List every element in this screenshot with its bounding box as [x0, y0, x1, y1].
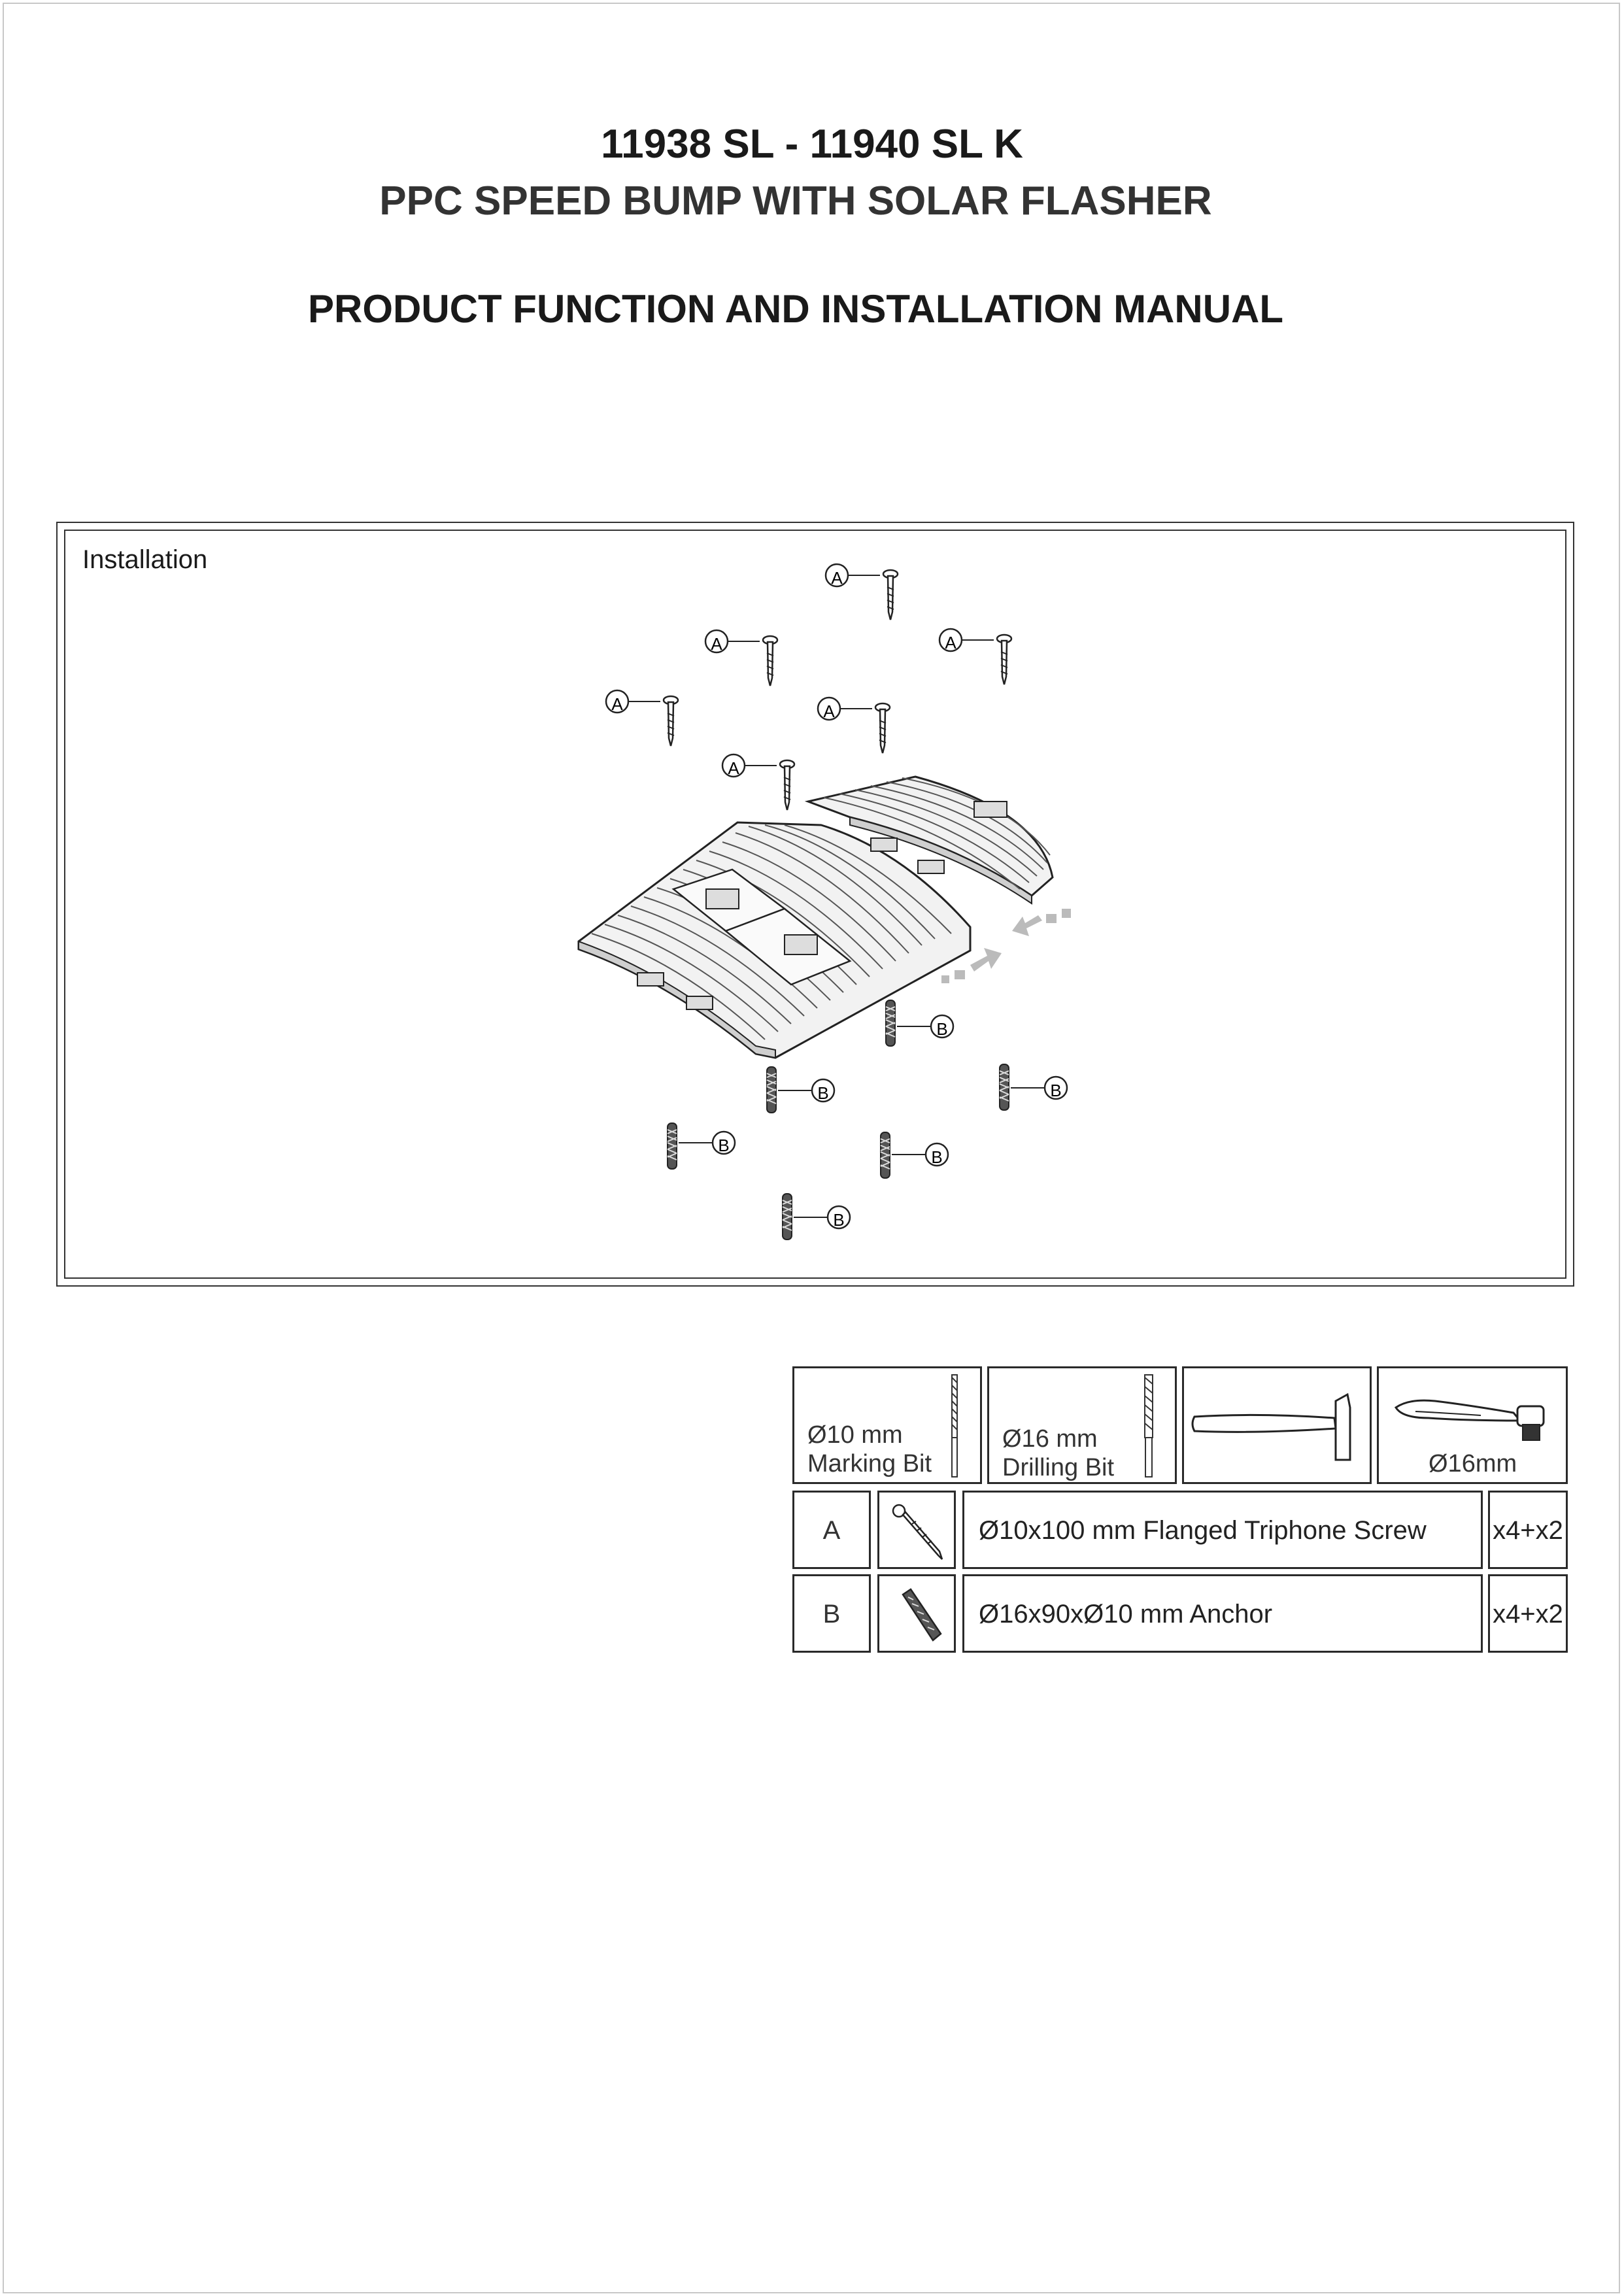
svg-text:B: B — [936, 1019, 948, 1039]
svg-text:B: B — [718, 1136, 730, 1155]
drill-bit-icon — [947, 1372, 962, 1479]
speed-bump-main-module — [579, 822, 970, 1058]
part-quantity: x4+x2 — [1493, 1600, 1563, 1629]
screw-a-5 — [818, 698, 890, 753]
anchor-b-2 — [767, 1067, 834, 1113]
part-icon-cell — [877, 1574, 956, 1653]
tool-cell-marking-bit — [792, 1366, 982, 1484]
part-quantity-cell — [1488, 1574, 1568, 1653]
screw-a-4 — [606, 690, 678, 746]
part-description-cell — [962, 1491, 1483, 1569]
anchor-b-3 — [1000, 1064, 1067, 1110]
svg-text:A: A — [711, 634, 722, 654]
screw-a-6 — [722, 754, 794, 810]
svg-text:A: A — [945, 633, 956, 652]
tool-name: Drilling Bit — [1002, 1454, 1115, 1481]
tool-size: Ø10 mm — [807, 1421, 903, 1449]
anchor-b-5 — [881, 1132, 948, 1178]
svg-text:B: B — [817, 1083, 829, 1103]
svg-text:A: A — [611, 694, 623, 714]
svg-text:B: B — [1050, 1081, 1062, 1100]
screw-icon — [886, 1499, 951, 1564]
manual-title: PRODUCT FUNCTION AND INSTALLATION MANUAL — [307, 287, 1284, 331]
part-description-cell — [962, 1574, 1483, 1653]
tool-cell-drilling-bit — [987, 1366, 1177, 1484]
anchor-icon — [886, 1583, 951, 1648]
svg-text:B: B — [833, 1210, 845, 1230]
drill-bit-icon — [1141, 1372, 1157, 1479]
hammer-icon — [1191, 1388, 1367, 1466]
anchor-b-1 — [886, 1000, 953, 1046]
anchor-b-4 — [668, 1123, 735, 1169]
part-quantity: x4+x2 — [1493, 1516, 1563, 1545]
part-code-cell — [792, 1574, 871, 1653]
tool-size: Ø16mm — [1429, 1450, 1517, 1477]
screw-a-3 — [939, 629, 1011, 684]
tool-name: Marking Bit — [807, 1450, 932, 1477]
model-number-title: 11938 SL - 11940 SL K — [601, 122, 1023, 167]
ratchet-wrench-icon — [1389, 1381, 1559, 1447]
installation-label: Installation — [82, 545, 208, 574]
part-description: Ø10x100 mm Flanged Triphone Screw — [979, 1516, 1427, 1545]
screw-a-2 — [705, 630, 777, 686]
svg-text:A: A — [831, 568, 843, 588]
tool-cell-ratchet-wrench — [1377, 1366, 1568, 1484]
svg-text:B: B — [931, 1147, 943, 1167]
svg-text:A: A — [823, 701, 835, 721]
tool-size: Ø16 mm — [1002, 1425, 1098, 1453]
part-description: Ø16x90xØ10 mm Anchor — [979, 1600, 1273, 1629]
screw-a-1 — [826, 564, 898, 620]
svg-text:A: A — [728, 758, 739, 778]
tool-cell-hammer — [1182, 1366, 1372, 1484]
part-quantity-cell — [1488, 1491, 1568, 1569]
part-code: B — [822, 1600, 841, 1629]
installation-diagram — [556, 549, 1111, 1275]
part-code-cell — [792, 1491, 871, 1569]
anchor-b-6 — [783, 1194, 850, 1240]
product-name-title: PPC SPEED BUMP WITH SOLAR FLASHER — [379, 178, 1212, 224]
part-icon-cell — [877, 1491, 956, 1569]
part-code: A — [822, 1516, 841, 1545]
